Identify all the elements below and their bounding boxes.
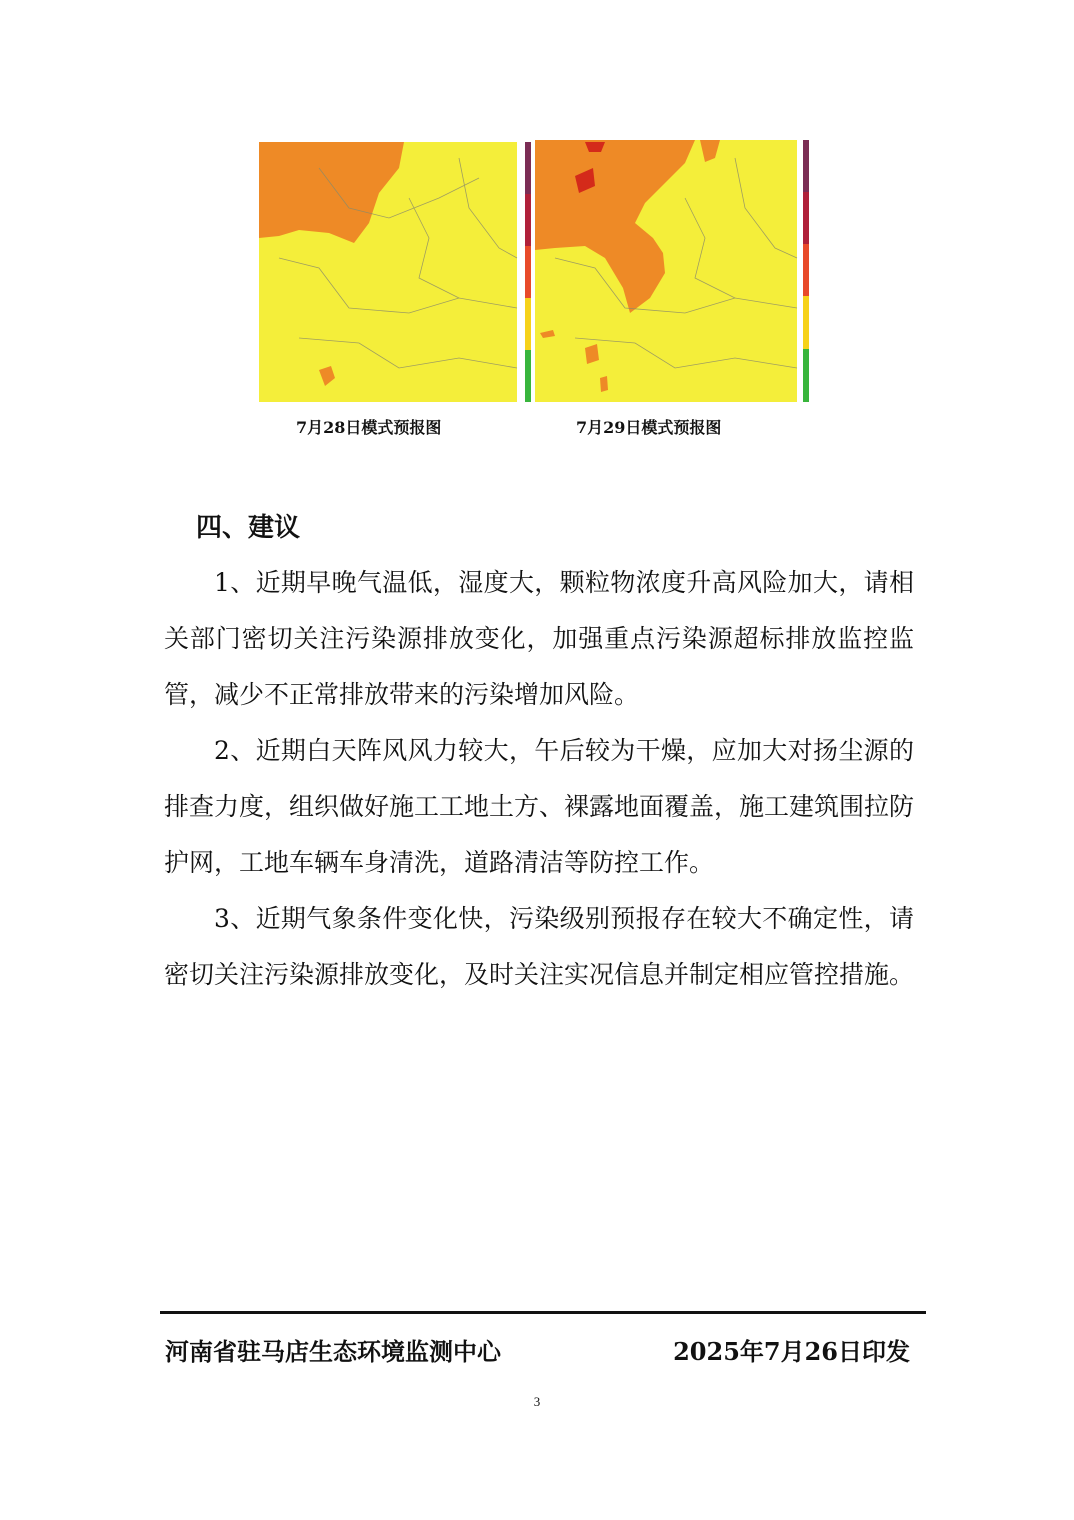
forecast-map-jul28-image <box>259 138 534 404</box>
color-scale-bar <box>525 142 531 402</box>
scale-segment <box>525 194 531 246</box>
scale-segment <box>525 350 531 402</box>
recommendation-3: 3、近期气象条件变化快，污染级别预报存在较大不确定性，请密切关注污染源排放变化，及时关注实况信息并制定相应管控措施。 <box>164 904 915 989</box>
figure-caption-jul29: 7月29日模式预报图 <box>576 418 722 437</box>
scale-segment <box>803 349 809 402</box>
issue-date: 2025年7月26日印发 <box>673 1337 910 1366</box>
forecast-map-jul29-image <box>535 138 810 404</box>
scale-segment <box>525 298 531 350</box>
forecast-map-jul28 <box>259 138 534 404</box>
footer-divider <box>160 1311 926 1314</box>
color-scale-bar <box>803 140 809 402</box>
scale-segment <box>803 192 809 244</box>
page-number: 3 <box>533 1394 541 1409</box>
recommendation-1: 1、近期早晚气温低，湿度大，颗粒物浓度升高风险加大，请相关部门密切关注污染源排放变化，加强重点污染源超标排放监控监管，减少不正常排放带来的污染增加风险。 <box>164 568 914 709</box>
figure-caption-jul28: 7月28日模式预报图 <box>296 418 442 437</box>
scale-segment <box>803 296 809 349</box>
issuing-organization: 河南省驻马店生态环境监测中心 <box>165 1337 501 1366</box>
scale-segment <box>803 244 809 296</box>
scale-segment <box>525 246 531 298</box>
scale-segment <box>803 140 809 192</box>
recommendation-2: 2、近期白天阵风风力较大，午后较为干燥，应加大对扬尘源的排查力度，组织做好施工工地土方、裸露地面覆盖，施工建筑围拉防护网，工地车辆车身清洗，道路清洁等防控工作。 <box>164 736 915 877</box>
forecast-map-jul29 <box>535 138 810 404</box>
section-heading: 四、建议 <box>196 513 301 543</box>
scale-segment <box>525 142 531 194</box>
